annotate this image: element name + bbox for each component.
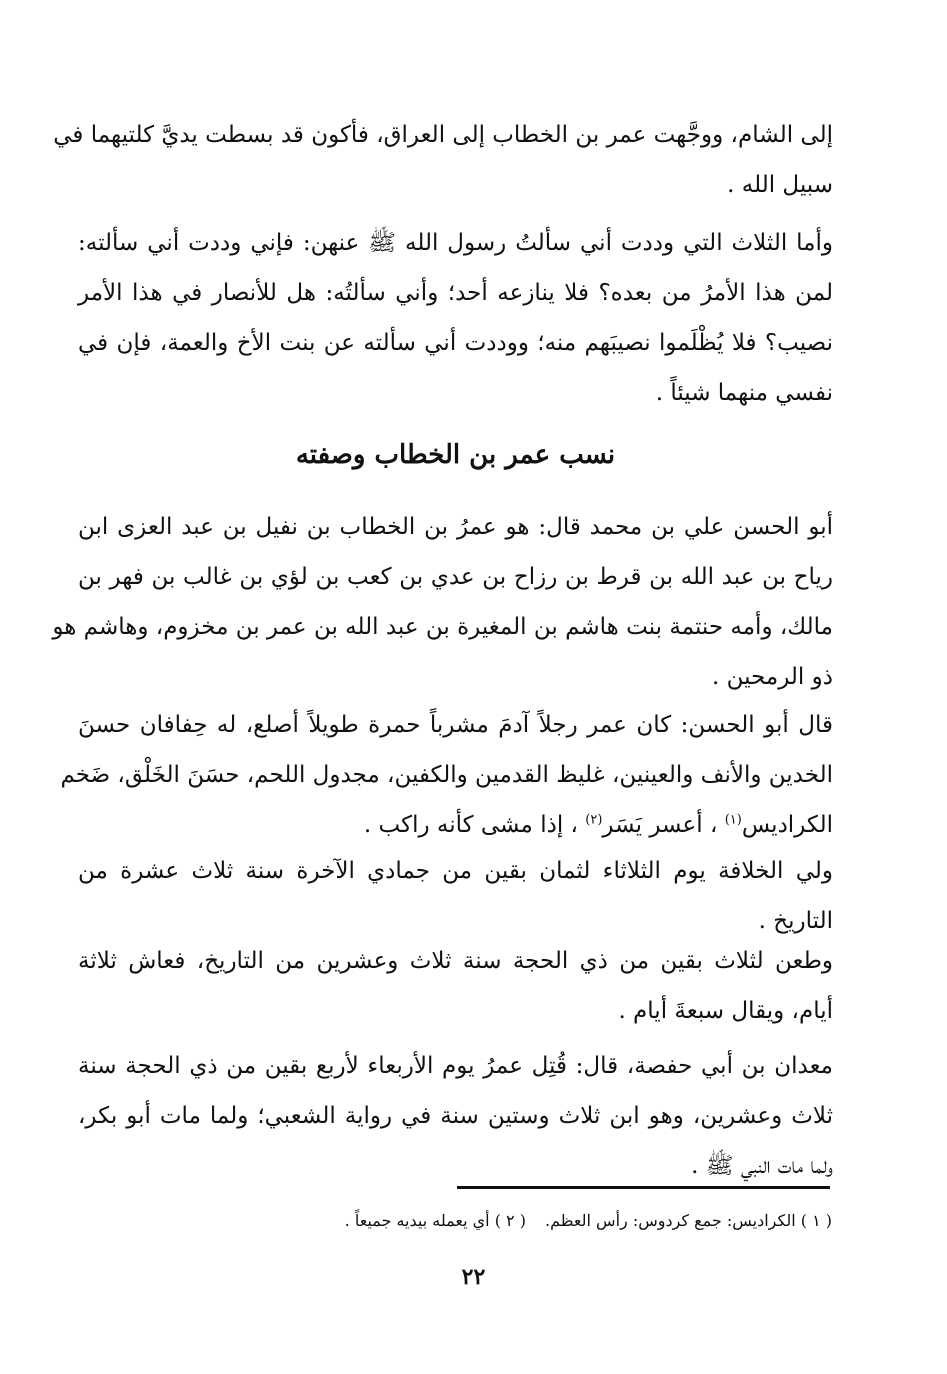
text-segment: ، إذا مشى كأنه راكب . xyxy=(363,812,586,838)
text-line: الخدين والأنف والعينين، غليظ القدمين والكفين، مجدول اللحم، حسَنَ الخَلْق، ضَخم xyxy=(60,762,833,788)
paragraph-4 xyxy=(60,700,833,850)
text-line xyxy=(78,800,833,850)
text-line: التاريخ . xyxy=(758,908,833,934)
paragraph-3 xyxy=(52,502,833,702)
paragraph-2 xyxy=(78,218,833,418)
text-line: رياح بن عبد الله بن قرط بن رزاح بن عدي بن كعب بن لؤي بن غالب بن فهر بن xyxy=(78,564,833,590)
text-line: أبو الحسن علي بن محمد قال: هو عمرُ بن الخطاب بن نفيل بن عبد العزى ابن xyxy=(78,514,833,540)
text-line: مالك، وأمه حنتمة بنت هاشم بن المغيرة بن عبد الله بن عمر بن مخزوم، وهاشم هو xyxy=(52,614,833,640)
page-number: ٢٢ xyxy=(461,1264,486,1290)
footnote-1: ( ١ ) الكراديس: جمع كردوس: رأس العظم. xyxy=(545,1211,832,1230)
text-line: إلى الشام، ووجَّهت عمر بن الخطاب إلى العراق، فأكون قد بسطت يديَّ كلتيهما في xyxy=(53,122,833,148)
text-line: سبيل الله . xyxy=(727,172,833,198)
footnote-ref-1: (١) xyxy=(724,812,742,828)
footnote-ref-2: (٢) xyxy=(585,812,603,828)
text-line: وطعن لثلاث بقين من ذي الحجة سنة ثلاث وعشرين من التاريخ، فعاش ثلاثة xyxy=(78,948,833,974)
text-line: ذو الرمحين . xyxy=(712,664,833,690)
footnote-2: ( ٢ ) أي يعمله بيديه جميعاً . xyxy=(344,1211,526,1230)
text-line: ولما مات النبي ﷺ . xyxy=(691,1153,833,1179)
text-line: ثلاث وعشرين، وهو ابن ثلاث وستين سنة في رواية الشعبي؛ ولما مات أبو بكر، xyxy=(78,1103,833,1129)
text-line: نفسي منهما شيئاً . xyxy=(655,380,833,406)
text-line: لمن هذا الأمرُ من بعده؟ فلا ينازعه أحد؛ وأني سألتُه: هل للأنصار في هذا الأمر xyxy=(78,280,833,306)
footnotes xyxy=(300,1203,832,1239)
paragraph-1 xyxy=(53,110,833,210)
text-segment: الكراديس xyxy=(741,812,833,838)
text-line: قال أبو الحسن: كان عمر رجلاً آدمَ مشرباً حمرة طويلاً أصلع، له حِفافان حسنَ xyxy=(78,712,833,738)
paragraph-7 xyxy=(78,1041,833,1191)
text-line: معدان بن أبي حفصة، قال: قُتِل عمرُ يوم الأربعاء لأربع بقين من ذي الحجة سنة xyxy=(78,1053,833,1079)
paragraph-5 xyxy=(78,846,833,946)
text-line: نصيب؟ فلا يُظْلَموا نصيبَهم منه؛ ووددت أني سألته عن بنت الأخ والعمة، فإن في xyxy=(78,330,833,356)
text-line: أيام، ويقال سبعةَ أيام . xyxy=(618,998,833,1024)
paragraph-6 xyxy=(78,936,833,1036)
footnote-divider xyxy=(457,1186,830,1189)
text-line: وأما الثلاث التي وددت أني سألتُ رسول الله ﷺ عنهن: فإني وددت أني سألته: xyxy=(78,230,833,256)
text-segment: ، أعسر يَسَر xyxy=(602,812,725,838)
text-line: ولي الخلافة يوم الثلاثاء لثمان بقين من جمادي الآخرة سنة ثلاث عشرة من xyxy=(78,858,833,884)
section-heading: نسب عمر بن الخطاب وصفته xyxy=(295,440,616,470)
